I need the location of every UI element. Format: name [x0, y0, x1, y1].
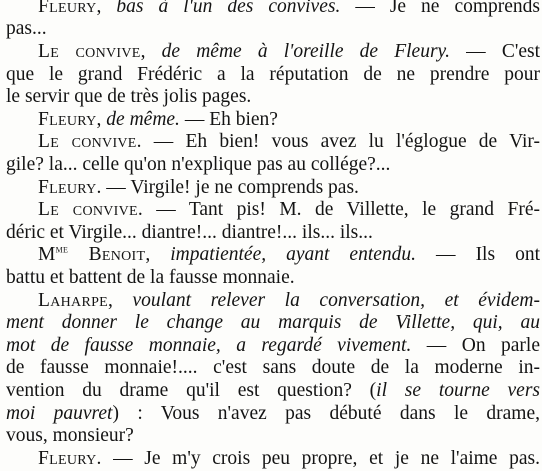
speaker-name: Le convive — [38, 131, 137, 152]
text-line: Le convive, de même à l'oreille de Fleury. — C'est — [38, 41, 540, 62]
text-line — [6, 312, 540, 334]
text-line: que le grand Frédéric a la réputation de ne prendre pour — [6, 64, 540, 85]
text-line: Le convive. — Eh bien! vous avez lu l'églogue de Vir- — [38, 131, 540, 152]
speaker-name: Fleury — [38, 448, 97, 469]
text-line: battu et battent de la fausse monnaie. — [6, 267, 295, 288]
stage-direction: impatientée, ayant entendu. — [170, 244, 417, 265]
text-line: Fleury. — Je m'y crois peu propre, et je ne l'aime pas. — [38, 448, 540, 469]
text-line: pas... — [6, 18, 47, 39]
text-line: Fleury. — Virgile! je ne comprends pas. — [38, 177, 359, 198]
speaker-name: Le convive — [38, 41, 141, 62]
stage-direction: voulant relever la conversation, et évidem- — [132, 290, 540, 311]
speaker-name: Laharpe — [38, 290, 109, 311]
stage-direction: de même à l'oreille de Fleury. — [161, 41, 451, 62]
stage-direction: il se tourne vers — [376, 380, 540, 401]
text-line: gile? la... celle qu'on n'explique pas au collége?... — [6, 154, 391, 175]
text-line: vous, monsieur? — [6, 425, 134, 446]
text-line: le servir que de très jolis pages. — [6, 86, 252, 107]
stage-direction: ment donner le change au marquis de Villette, qui, au — [6, 312, 540, 333]
text-line: Fleury, bas à l'un des convives. — Je ne comprends — [38, 0, 540, 18]
text-line: de fausse monnaie!.... c'est sans doute de la moderne in- — [6, 357, 540, 378]
speaker-name: Fleury — [38, 177, 97, 198]
text-line: Fleury, de même. — Eh bien? — [38, 109, 278, 130]
speaker-name: Fleury — [38, 109, 97, 130]
text-line: mot de fausse monnaie, a regardé vivement. — On parle — [6, 335, 540, 356]
text-line: moi pauvret) : Vous n'avez pas débuté dans le drame, — [6, 403, 540, 424]
stage-direction: mot de fausse monnaie, a regardé vivement. — [6, 335, 412, 356]
speaker-name: $M^{me}$ Benoit — [38, 244, 146, 265]
stage-direction: bas à l'un des convives. — [116, 0, 341, 17]
text-line: $M^{me}$ Benoit, impatientée, ayant entendu. — Ils ont — [38, 244, 540, 265]
speaker-name: Le convive — [38, 199, 138, 220]
stage-direction: de même. — [106, 109, 180, 130]
speaker-name: Fleury — [38, 0, 97, 17]
text-line: Le convive. — Tant pis! M. de Villette, le grand Fré- — [38, 199, 540, 220]
text-line: vention du drame qu'il est question? (il se tourne vers — [6, 380, 540, 401]
text-line: Laharpe, voulant relever la conversation, et évidem- — [38, 290, 540, 311]
text-line: déric et Virgile... diantre!... diantre!... ils... ils... — [6, 222, 373, 243]
stage-direction: moi pauvret — [6, 403, 113, 424]
